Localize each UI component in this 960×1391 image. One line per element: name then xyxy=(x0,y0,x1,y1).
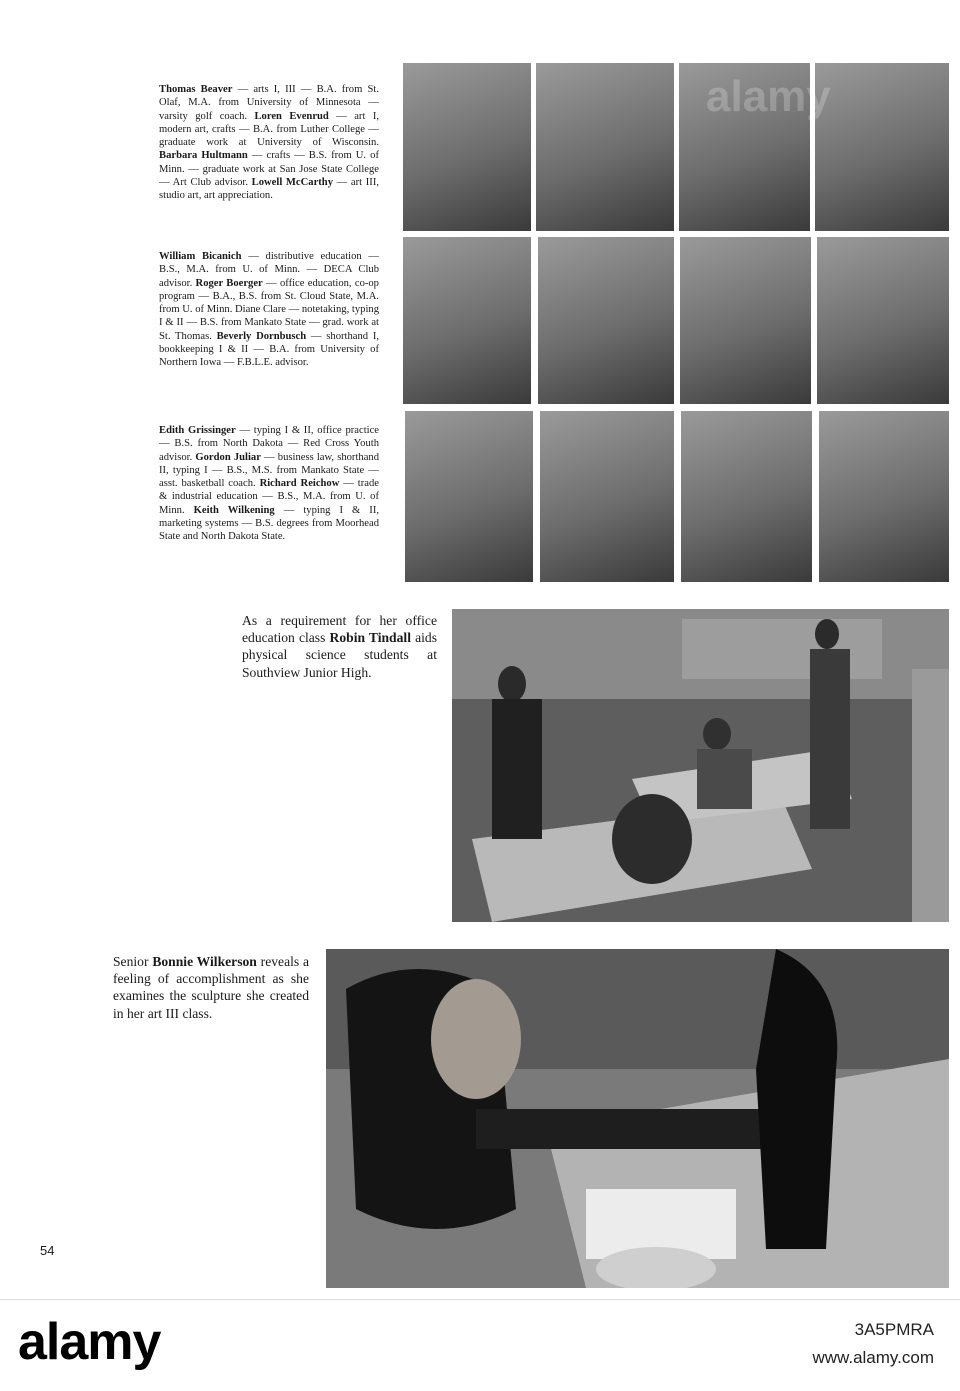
watermark-logo: alamy xyxy=(18,1313,161,1371)
person-name: William Bicanich xyxy=(159,251,242,262)
faculty-bio-block-1: Thomas Beaver — arts I, III — B.A. from St. Olaf, M.A. from University of Minnesota — varsity golf coach. Loren Evenrud — art I, modern art, crafts — B.A. from Luther College — graduate work at University of Wisconsin. Barbara Hultmann — crafts — B.S. from U. of Minn. — graduate work at San Jose State College — Art Club advisor. Lowell McCarthy — art III, studio art, art appreciation. xyxy=(159,84,379,202)
portrait-lowell-mccarthy xyxy=(815,63,949,231)
portrait-edith-grissinger xyxy=(405,411,533,582)
portrait-gordon-juliar xyxy=(540,411,674,582)
person-name: Barbara Hultmann xyxy=(159,150,248,162)
portrait-roger-boerger xyxy=(538,237,674,404)
page-number: 54 xyxy=(40,1243,55,1258)
portrait-diane-clare xyxy=(680,237,811,404)
portrait-loren-evenrud xyxy=(536,63,674,231)
person-name: Edith Grissinger xyxy=(159,425,236,436)
portrait-richard-reichow xyxy=(681,411,812,582)
person-name: Thomas Beaver xyxy=(159,84,233,95)
portrait-beverly-dornbusch xyxy=(817,237,949,404)
watermark-image-id: 3A5PMRA xyxy=(854,1320,934,1339)
person-name: Richard Reichow xyxy=(259,478,340,490)
portrait-thomas-beaver xyxy=(403,63,531,231)
portrait-william-bicanich xyxy=(403,237,531,404)
portrait-barbara-hultmann xyxy=(679,63,810,231)
person-name: Keith Wilkening xyxy=(193,504,275,516)
classroom-photo-caption: As a requirement for her office education class Robin Tindall aids physical science students at Southview Junior High. xyxy=(242,613,438,680)
image-overlay-watermark: alamy xyxy=(706,72,831,121)
faculty-bio-block-2: William Bicanich — distributive education — B.S., M.A. from U. of Minn. — DECA Club advisor. Roger Boerger — office education, co-op program — B.A., B.S. from St. Cloud State, M.A. from U. of Minn. Diane Clare — notetaking, typing I & II — B.S. from Mankato State — grad. work at St. Thomas. Beverly Dornbusch — shorthand I, bookkeeping I & II — B.A. from University of Northern Iowa — F.B.L.E. advisor. xyxy=(159,251,379,369)
person-name: Bonnie Wilkerson xyxy=(152,954,257,969)
sculpture-photo-caption: Senior Bonnie Wilkerson reveals a feeling of accomplishment as she examines the sculpture she created in her art III class. xyxy=(113,954,310,1021)
faculty-bio-block-3: Edith Grissinger — typing I & II, office practice — B.S. from North Dakota — Red Cross Youth advisor. Gordon Juliar — business law, shorthand II, typing I — B.S., M.S. from Mankato State — asst. basketball coach. Richard Reichow — trade & industrial education — B.S., M.A. from U. of Minn. Keith Wilkening — typing I & II, marketing systems — B.S. degrees from Moorhead State and North Dakota State. xyxy=(159,425,379,543)
person-name: Beverly Dornbusch xyxy=(216,330,307,342)
person-name: Gordon Juliar xyxy=(195,451,261,463)
person-name: Roger Boerger xyxy=(195,277,263,289)
person-name: Lowell McCarthy xyxy=(251,177,333,189)
classroom-photo xyxy=(452,609,949,922)
sculpture-photo xyxy=(326,949,949,1288)
portrait-keith-wilkening xyxy=(819,411,949,582)
person-name: Robin Tindall xyxy=(329,630,411,646)
watermark-url: www.alamy.com xyxy=(812,1348,934,1367)
watermark-bar xyxy=(0,1299,960,1391)
person-name: Loren Evenrud xyxy=(254,110,329,122)
